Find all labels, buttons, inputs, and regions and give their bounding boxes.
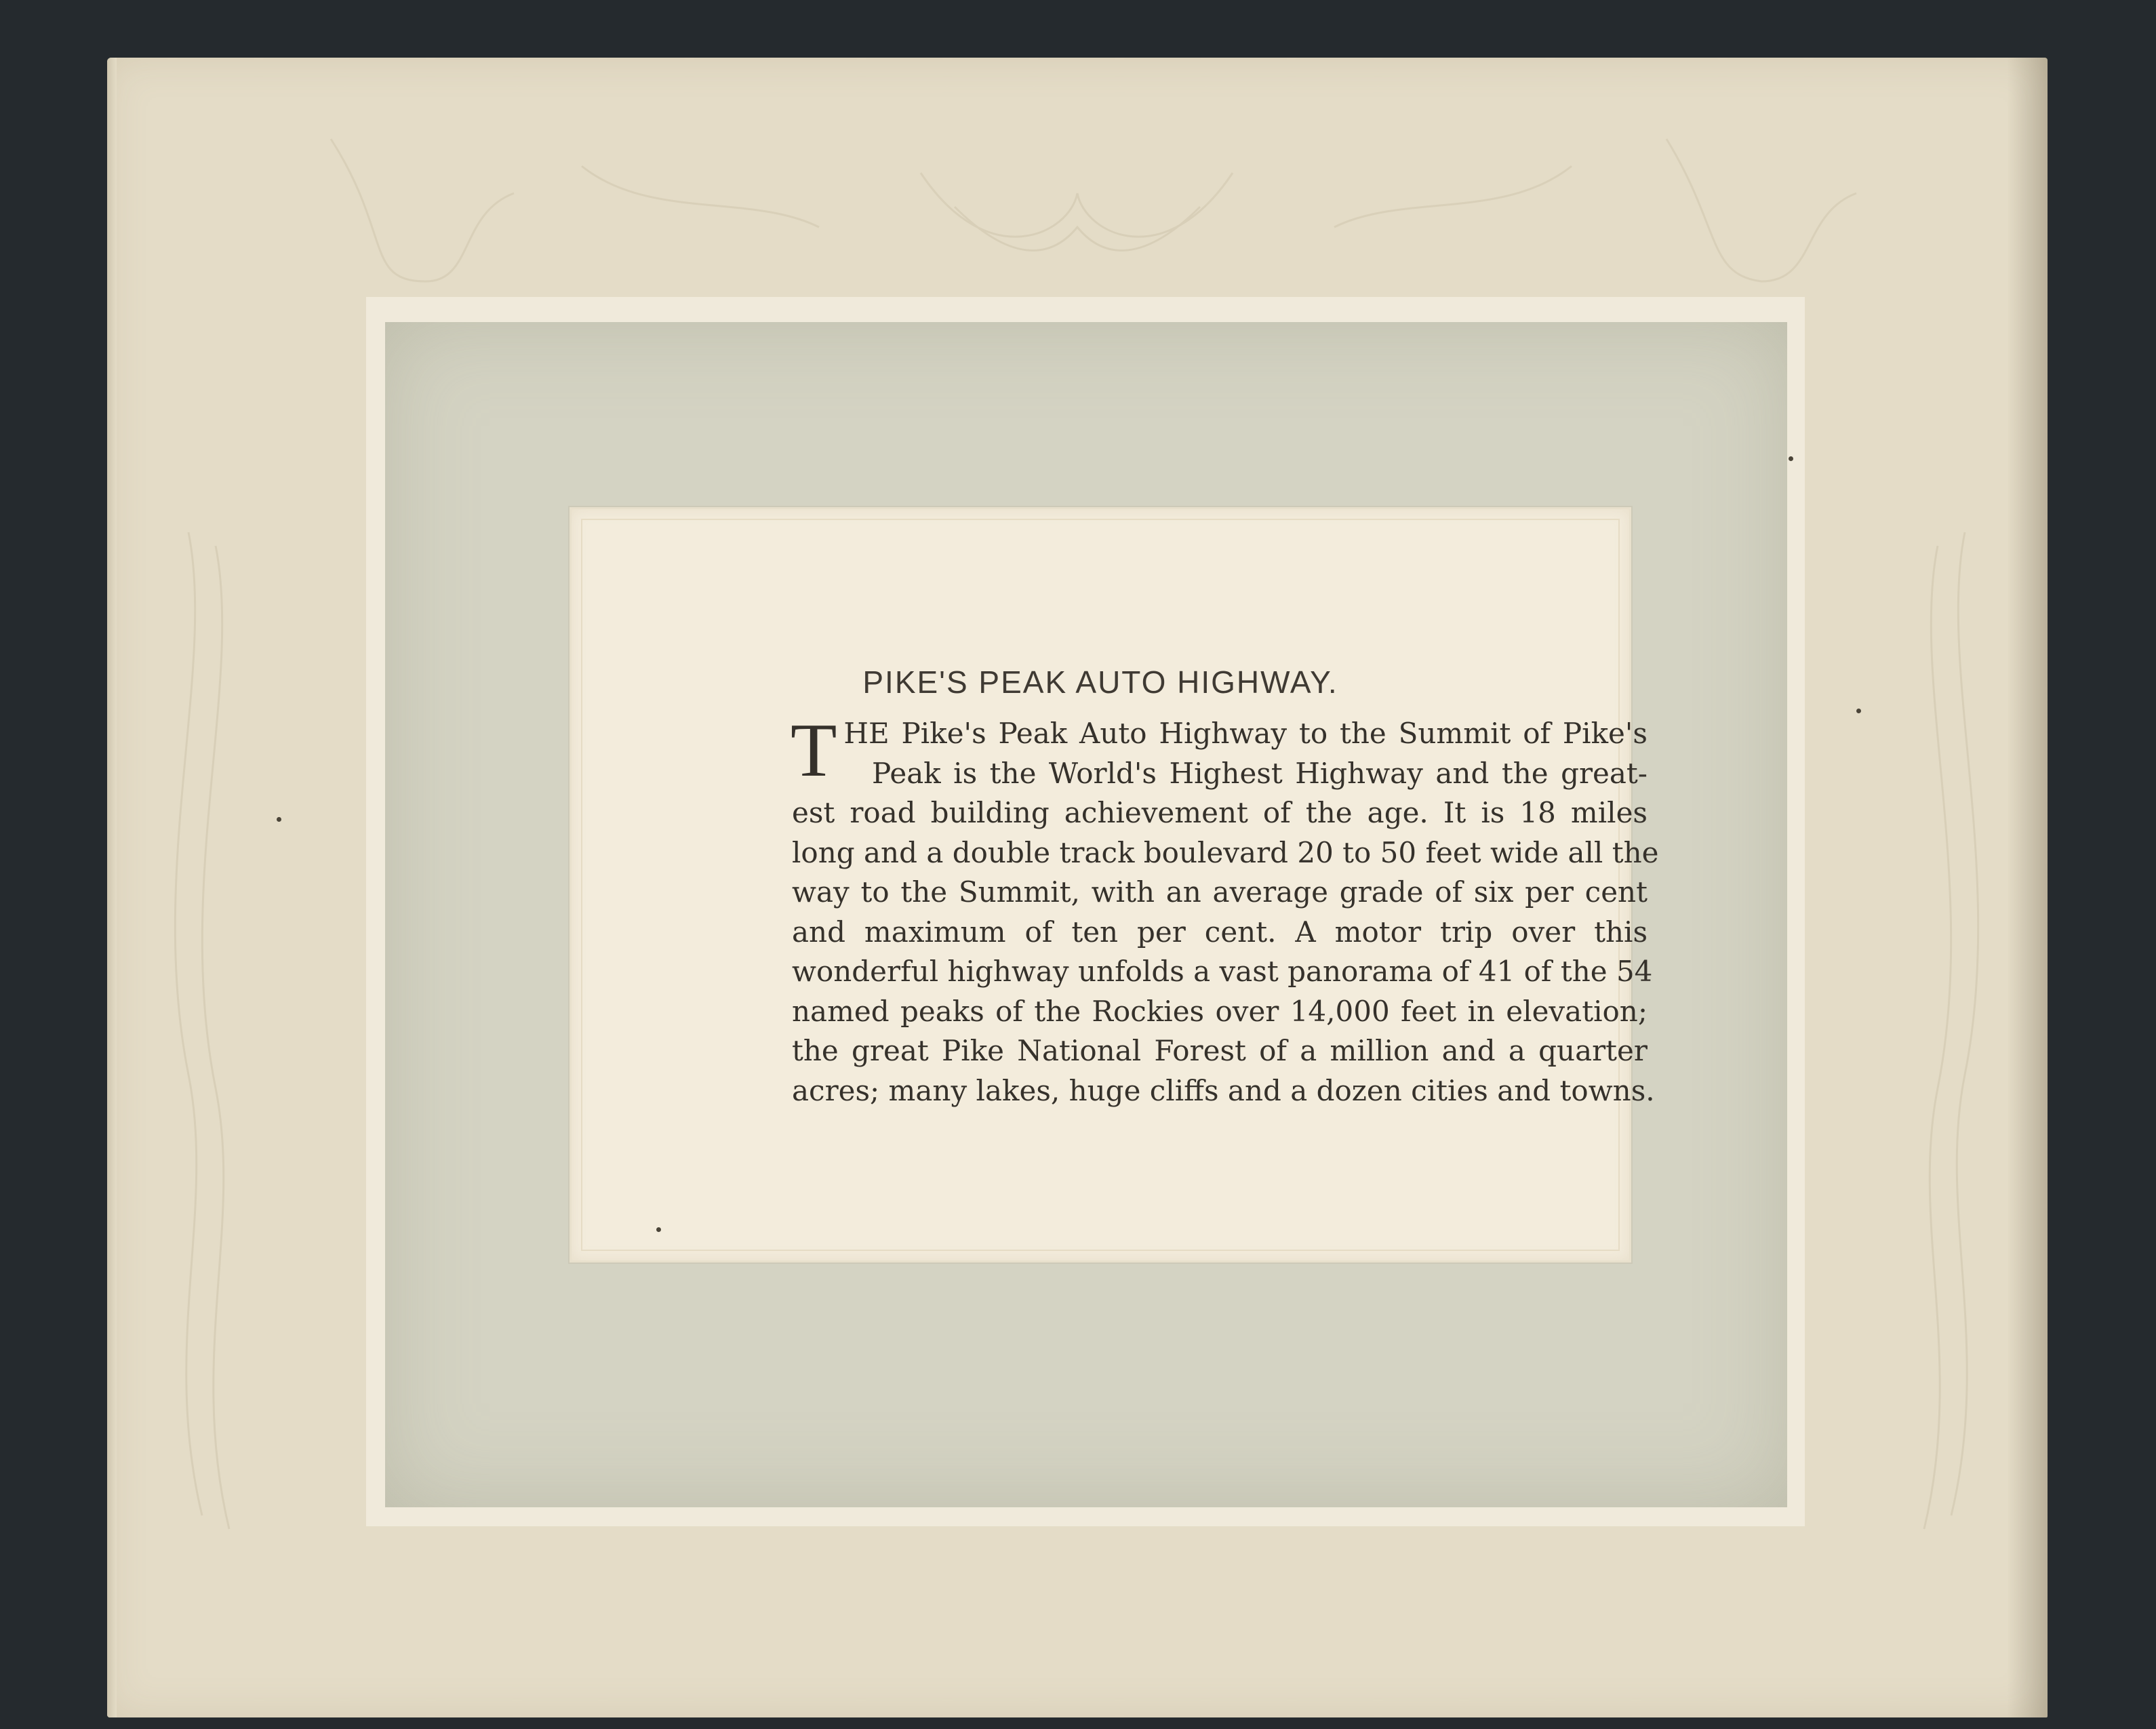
body-paragraph (791, 709, 1659, 1111)
text-card (570, 507, 1659, 1263)
text-line: the great Pike National Forest of a million and a quarter (792, 1034, 1648, 1067)
paper-speck (277, 817, 281, 822)
text-line: and maximum of ten per cent. A motor trip over this (792, 915, 1648, 949)
text-line: acres; many lakes, huge cliffs and a dozen cities and towns. (792, 1073, 1655, 1107)
paper-speck (1789, 456, 1793, 461)
text-line: named peaks of the Rockies over 14,000 feet in elevation; (792, 994, 1648, 1028)
page-edge-shadow (2007, 58, 2048, 1717)
document-title: PIKE'S PEAK AUTO HIGHWAY. (862, 664, 1338, 700)
text-line: est road building achievement of the age. It is 18 miles (792, 796, 1648, 829)
text-line: long and a double track boulevard 20 to 50 feet wide all the (792, 835, 1659, 869)
text-line: wonderful highway unfolds a vast panorama of 41 of the 54 (792, 955, 1653, 988)
text-line: Peak is the World's Highest Highway and the great- (872, 756, 1648, 790)
text-line: HE Pike's Peak Auto Highway to the Summit of Pike's (843, 717, 1648, 750)
page-spine (107, 58, 117, 1717)
album-page (107, 58, 2048, 1717)
paper-speck (656, 1227, 661, 1232)
drop-cap: T (791, 709, 837, 793)
text-line: way to the Summit, with an average grade of six per cent (792, 875, 1648, 909)
paper-speck (1856, 709, 1861, 713)
